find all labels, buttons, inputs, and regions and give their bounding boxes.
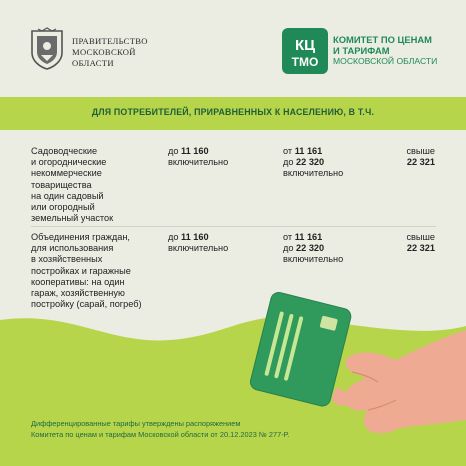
committee-title	[333, 34, 437, 67]
range-note: включительно	[283, 168, 344, 178]
range-value: 11 161	[294, 146, 323, 156]
range-mid	[283, 232, 343, 265]
government-line: ПРАВИТЕЛЬСТВО	[72, 36, 148, 46]
range-value: 11 161	[294, 232, 323, 242]
category-line: товарищества	[31, 179, 92, 190]
category-line: некоммерческие	[31, 168, 102, 179]
range-prefix: до	[283, 157, 294, 167]
footnote	[31, 418, 289, 440]
range-mid	[283, 146, 343, 179]
category-line: в хозяйственных	[31, 254, 103, 265]
range-note: включительно	[168, 243, 229, 253]
footnote-line: Дифференцированные тарифы утверждены распоряжением	[31, 419, 241, 428]
range-prefix: свыше	[406, 232, 435, 242]
range-value: 22 320	[296, 157, 325, 167]
range-high	[406, 146, 435, 168]
government-line: ОБЛАСТИ	[72, 57, 114, 68]
committee-logo-icon	[282, 28, 328, 74]
category-line: на один садовый	[31, 190, 104, 201]
range-prefix: до	[168, 146, 179, 156]
category-line: кооперативы: на один	[31, 276, 125, 287]
range-value: 22 320	[296, 243, 325, 253]
category-line: Садоводческие	[31, 146, 98, 156]
committee-line: КОМИТЕТ ПО ЦЕНАМ	[333, 34, 432, 45]
range-value: 22 321	[406, 157, 435, 167]
moscow-oblast-coat-of-arms-icon	[28, 27, 66, 71]
range-prefix: от	[283, 232, 293, 242]
row-category	[31, 232, 142, 310]
category-line: гараж, хозяйственную	[31, 288, 125, 299]
category-line: и огороднические	[31, 157, 107, 168]
banner-text: ДЛЯ ПОТРЕБИТЕЛЕЙ, ПРИРАВНЕННЫХ К НАСЕЛЕНИЮ, В Т.Ч.	[91, 107, 375, 117]
range-value: 22 321	[406, 243, 435, 253]
row-category	[31, 146, 113, 224]
range-low	[168, 146, 228, 168]
range-low	[168, 232, 228, 254]
range-note: включительно	[168, 157, 229, 167]
logo-letters-bottom: ТМО	[291, 55, 319, 69]
footnote-line: Комитета по ценам и тарифам Московской области от 20.12.2023 № 277-Р.	[31, 430, 290, 440]
row-divider	[31, 226, 436, 227]
range-prefix: свыше	[406, 146, 435, 156]
range-note: включительно	[283, 254, 344, 264]
logo-letters-top: КЦ	[294, 37, 316, 54]
committee-line: МОСКОВСКОЙ ОБЛАСТИ	[333, 56, 438, 66]
government-title	[72, 36, 148, 68]
header	[0, 0, 466, 96]
range-high	[406, 232, 435, 254]
range-prefix: до	[168, 232, 179, 242]
range-value: 11 160	[181, 146, 209, 156]
category-line: Объединения граждан,	[31, 232, 130, 242]
category-line: постройку (сарай, погреб)	[31, 299, 142, 310]
category-line: или огородный	[31, 202, 95, 213]
range-prefix: до	[283, 243, 294, 253]
range-value: 11 160	[181, 232, 209, 242]
category-line: постройках и гаражные	[31, 265, 131, 276]
committee-line: И ТАРИФАМ	[333, 45, 390, 56]
range-prefix: от	[283, 146, 293, 156]
category-line: для использования	[31, 243, 114, 254]
category-line: земельный участок	[31, 213, 114, 224]
government-line: МОСКОВСКОЙ	[72, 46, 136, 57]
